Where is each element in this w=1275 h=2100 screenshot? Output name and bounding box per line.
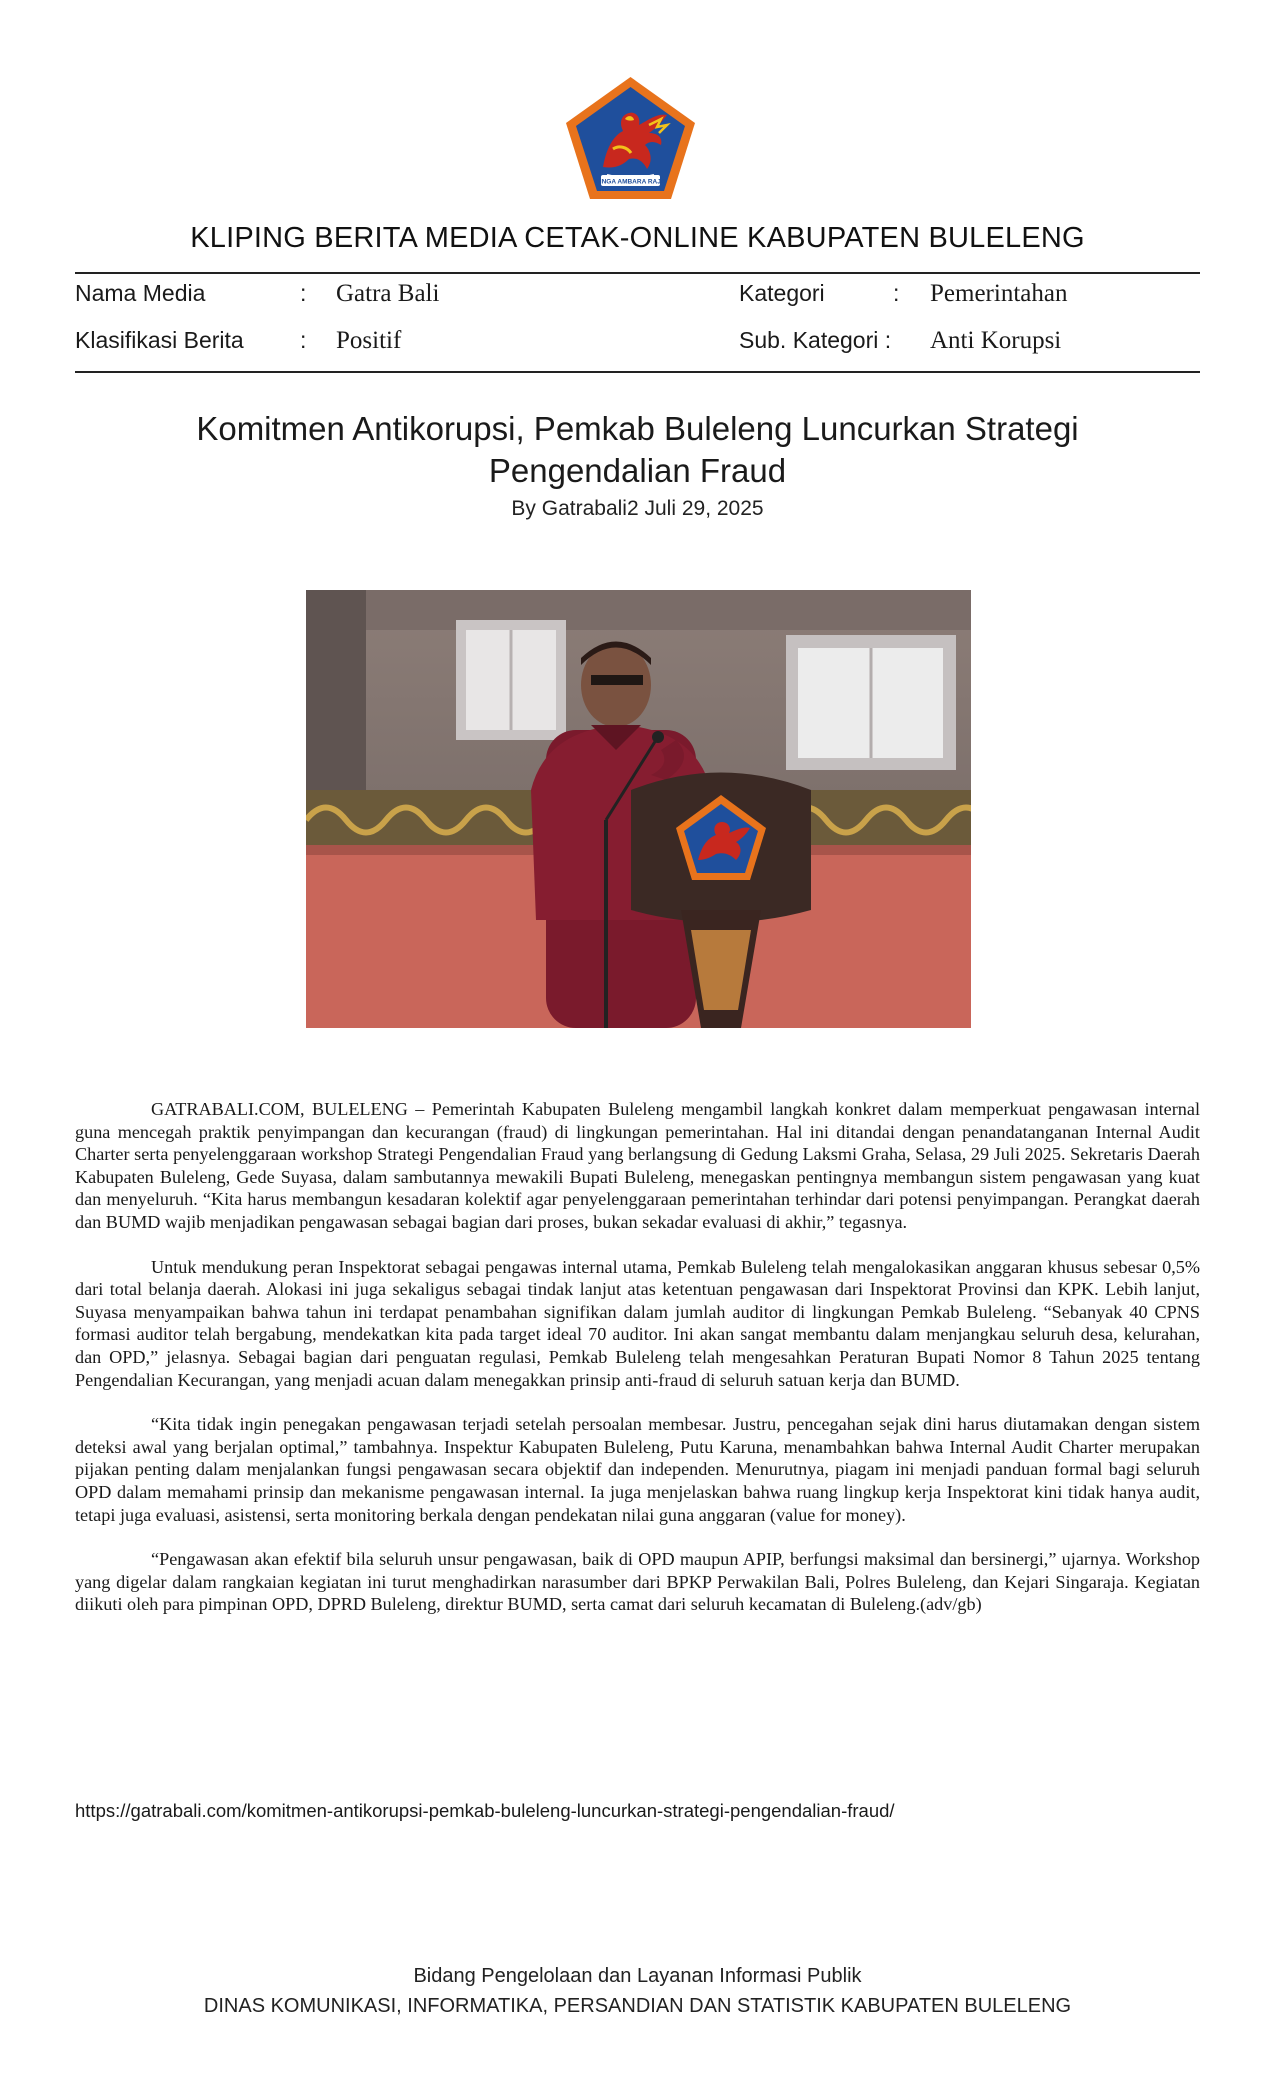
buleleng-emblem-logo: [563, 75, 698, 203]
klasifikasi-label: Klasifikasi Berita: [75, 327, 244, 353]
source-url-link[interactable]: https://gatrabali.com/komitmen-antikorupsi-pemkab-buleleng-luncurkan-strategi-pengendalian-fraud/: [75, 1800, 895, 1821]
article-paragraph-1: GATRABALI.COM, BULELENG – Pemerintah Kabupaten Buleleng mengambil langkah konkret dalam memperkuat pengawasan internal guna mencegah praktik penyimpangan dan kecurangan (fraud) di lingkungan pemerintahan. Hal ini ditandai dengan penandatanganan Internal Audit Charter serta penyelenggaraan workshop Strategi Pengendalian Fraud yang berlangsung di Gedung Laksmi Graha, Selasa, 29 Juli 2025. Sekretaris Daerah Kabupaten Buleleng, Gede Suyasa, dalam sambutannya mewakili Bupati Buleleng, menegaskan pentingnya membangun sistem pengawasan yang kuat dan menyeluruh. “Kita harus membangun kesadaran kolektif agar penyelenggaraan pemerintahan terhindar dari potensi penyimpangan. Perangkat daerah dan BUMD wajib menjadikan pengawasan sebagai bagian dari proses, bukan sekadar evaluasi di akhir,” tegasnya.: [75, 1099, 1200, 1232]
header-top-rule: [75, 272, 1200, 274]
kategori-value: Pemerintahan: [930, 280, 1068, 307]
klasifikasi-value: Positif: [336, 327, 402, 354]
subkategori-value: Anti Korupsi: [930, 327, 1062, 354]
subkategori-label: Sub. Kategori :: [739, 327, 892, 353]
media-value: Gatra Bali: [336, 280, 440, 307]
footer-agency: DINAS KOMUNIKASI, INFORMATIKA, PERSANDIAN DAN STATISTIK KABUPATEN BULELENG: [203, 1995, 1072, 2017]
footer-department: Bidang Pengelolaan dan Layanan Informasi Publik: [413, 1965, 862, 1987]
article-paragraph-2: Untuk mendukung peran Inspektorat sebagai pengawas internal utama, Pemkab Buleleng telah mengalokasikan anggaran khusus sebesar 0,5% dari total belanja daerah. Alokasi ini juga sekaligus sebagai tindak lanjut atas ketentuan pengawasan dari Inspektorat Provinsi dan KPK. Lebih lanjut, Suyasa menyampaikan bahwa tahun ini terdapat penambahan signifikan dalam jumlah auditor di lingkungan Pemkab Buleleng. “Sebanyak 40 CPNS formasi auditor telah bergabung, mendekatkan kita pada target ideal 70 auditor. Ini akan sangat membantu dalam menjangkau seluruh desa, kelurahan, dan OPD,” jelasnya. Sebagai bagian dari penguatan regulasi, Pemkab Buleleng telah mengesahkan Peraturan Bupati Nomor 8 Tahun 2025 tentang Pengendalian Kecurangan, yang menjadi acuan dalam menegakkan prinsip anti-fraud di seluruh satuan kerja dan BUMD.: [75, 1256, 1200, 1390]
article-byline: By Gatrabali2 Juli 29, 2025: [511, 497, 764, 520]
kategori-label: Kategori: [739, 280, 825, 306]
media-colon: :: [300, 280, 307, 306]
meta-row-2: [75, 327, 1200, 361]
svg-text:SINGA AMBARA RAJA: SINGA AMBARA RAJA: [595, 178, 666, 186]
article-headline: Komitmen Antikorupsi, Pemkab Buleleng Luncurkan Strategi Pengendalian Fraud: [196, 410, 1079, 489]
header-bottom-rule: [75, 371, 1200, 373]
klasifikasi-colon: :: [300, 327, 307, 353]
article-photo: [306, 590, 971, 1028]
article-paragraph-4: “Pengawasan akan efektif bila seluruh unsur pengawasan, baik di OPD maupun APIP, berfungsi maksimal dan bersinergi,” ujarnya. Workshop yang digelar dalam rangkaian kegiatan ini turut menghadirkan narasumber dari BPKP Perwakilan Bali, Polres Buleleng, dan Kejari Singaraja. Kegiatan diikuti oleh para pimpinan OPD, DPRD Buleleng, direktur BUMD, serta camat dari seluruh kecamatan di Buleleng.(adv/gb): [75, 1549, 1200, 1615]
kategori-colon: :: [893, 280, 900, 306]
kliping-title: KLIPING BERITA MEDIA CETAK-ONLINE KABUPATEN BULELENG: [190, 222, 1085, 254]
meta-row-1: [75, 280, 1200, 314]
media-label: Nama Media: [75, 280, 206, 306]
article-paragraph-3: “Kita tidak ingin penegakan pengawasan terjadi setelah persoalan membesar. Justru, pencegahan sejak dini harus diutamakan dengan sistem deteksi awal yang berjalan optimal,” tambahnya. Inspektur Kabupaten Buleleng, Putu Karuna, menambahkan bahwa Internal Audit Charter merupakan pijakan penting dalam menjalankan fungsi pengawasan secara objektif dan independen. Menurutnya, piagam ini menjadi panduan formal bagi seluruh OPD dalam memahami prinsip dan mekanisme pengawasan internal. Ia juga menjelaskan bahwa ruang lingkup kerja Inspektorat kini tidak hanya audit, tetapi juga evaluasi, asistensi, serta monitoring berkala dengan pendekatan nilai guna anggaran (value for money).: [75, 1414, 1200, 1525]
article-body: [75, 1098, 1200, 1638]
